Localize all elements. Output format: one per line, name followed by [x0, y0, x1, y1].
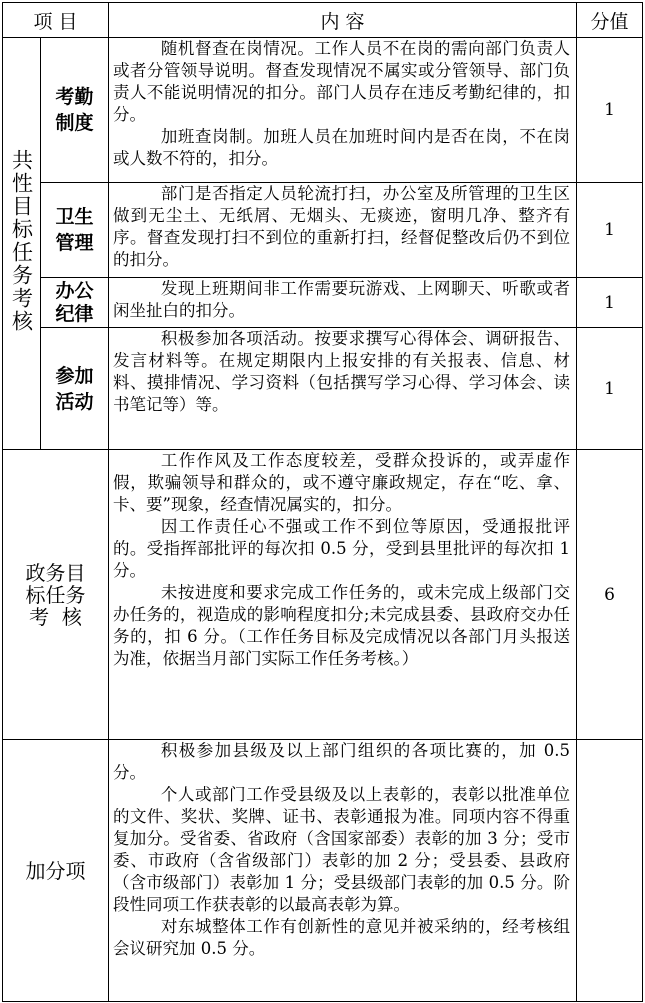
paragraph: 发现上班期间非工作需要玩游戏、上网聊天、听歌或者闲坐扯白的扣分。 — [113, 279, 571, 320]
category-government-line: 政务目 — [25, 560, 86, 585]
header-item: 项 目 — [3, 3, 109, 38]
table-row — [3, 278, 643, 328]
category-common — [3, 38, 41, 450]
paragraph: 未按进度和要求完成工作任务的，或未完成上级部门交办任务的，视造成的影响程度扣分;未完成县委、县政府交办任务的，扣 6 分。（工作任务目标及完成情况以各部门月头报送为准，依据当月部门实际工作任务考核。） — [113, 583, 571, 668]
paragraph: 随机督查在岗情况。工作人员不在岗的需向部门负责人或者分管领导说明。督查发现情况不属实或分管领导、部门负责人不能说明情况的扣分。部门人员存在违反考勤纪律的，扣分。 — [113, 39, 571, 124]
assessment-table — [2, 2, 643, 1002]
score-discipline: 1 — [577, 278, 643, 328]
paragraph: 对东城整体工作有创新性的意见并被采纳的，经考核组会议研究加 0.5 分。 — [113, 917, 571, 958]
table-row — [3, 328, 643, 450]
score-hygiene: 1 — [577, 183, 643, 278]
table-row — [3, 740, 643, 1002]
sub-activities: 参加活动 — [41, 328, 109, 450]
paragraph: 个人或部门工作受县级及以上表彰的，表彰以批准单位的文件、奖状、奖牌、证书、表彰通报为准。同项内容不得重复加分。受省委、省政府（含国家部委）表彰的加 3 分；受市委、市政府（含省级部门）表彰的加 2 分；受县委、县政府（含市级部门）表彰加 1 分；受县级部门表彰的加 0.5 分。阶段性同项工作获表彰的以最高表彰为算。 — [113, 785, 571, 914]
content-discipline — [109, 278, 577, 328]
header-score: 分值 — [577, 3, 643, 38]
paragraph: 工作作风及工作态度较差，受群众投诉的，或弄虚作假，欺骗领导和群众的，或不遵守廉政规定，存在“吃、拿、卡、要”现象，经查情况属实的，扣分。 — [113, 451, 571, 514]
table-row — [3, 38, 643, 183]
score-government: 6 — [577, 450, 643, 740]
category-government — [3, 450, 109, 740]
paragraph: 因工作责任心不强或工作不到位等原因，受通报批评的。受指挥部批评的每次扣 0.5 分，受到县里批评的每次扣 1 分。 — [113, 517, 571, 580]
table-row — [3, 183, 643, 278]
sub-hygiene: 卫生管理 — [41, 183, 109, 278]
content-attendance — [109, 38, 577, 183]
score-activities: 1 — [577, 328, 643, 450]
content-hygiene — [109, 183, 577, 278]
content-activities — [109, 328, 577, 450]
category-common-label: 共性目标任务考核 — [9, 149, 34, 333]
sub-attendance: 考勤制度 — [41, 38, 109, 183]
paragraph: 加班查岗制。加班人员在加班时间内是否在岗，不在岗或人数不符的，扣分。 — [113, 127, 571, 168]
table-row — [3, 450, 643, 740]
content-bonus — [109, 740, 577, 1002]
content-government — [109, 450, 577, 740]
paragraph: 积极参加县级及以上部门组织的各项比赛的，加 0.5 分。 — [113, 741, 571, 782]
header-row — [3, 3, 643, 38]
sub-discipline: 办公纪律 — [41, 278, 109, 328]
category-government-line: 标任务 — [25, 582, 86, 607]
paragraph: 部门是否指定人员轮流打扫，办公室及所管理的卫生区做到无尘土、无纸屑、无烟头、无痰迹，窗明几净、整齐有序。督查发现打扫不到位的重新打扫，经督促整改后仍不到位的扣分。 — [113, 184, 571, 269]
category-bonus: 加分项 — [3, 740, 109, 1002]
score-bonus — [577, 740, 643, 1002]
paragraph: 积极参加各项活动。按要求撰写心得体会、调研报告、发言材料等。在规定期限内上报安排的有关报表、信息、材料、摸排情况、学习资料（包括撰写学习心得、学习体会、读书笔记等）等。 — [113, 329, 571, 414]
header-content: 内 容 — [109, 3, 577, 38]
score-attendance: 1 — [577, 38, 643, 183]
category-government-line: 考 核 — [29, 604, 82, 629]
